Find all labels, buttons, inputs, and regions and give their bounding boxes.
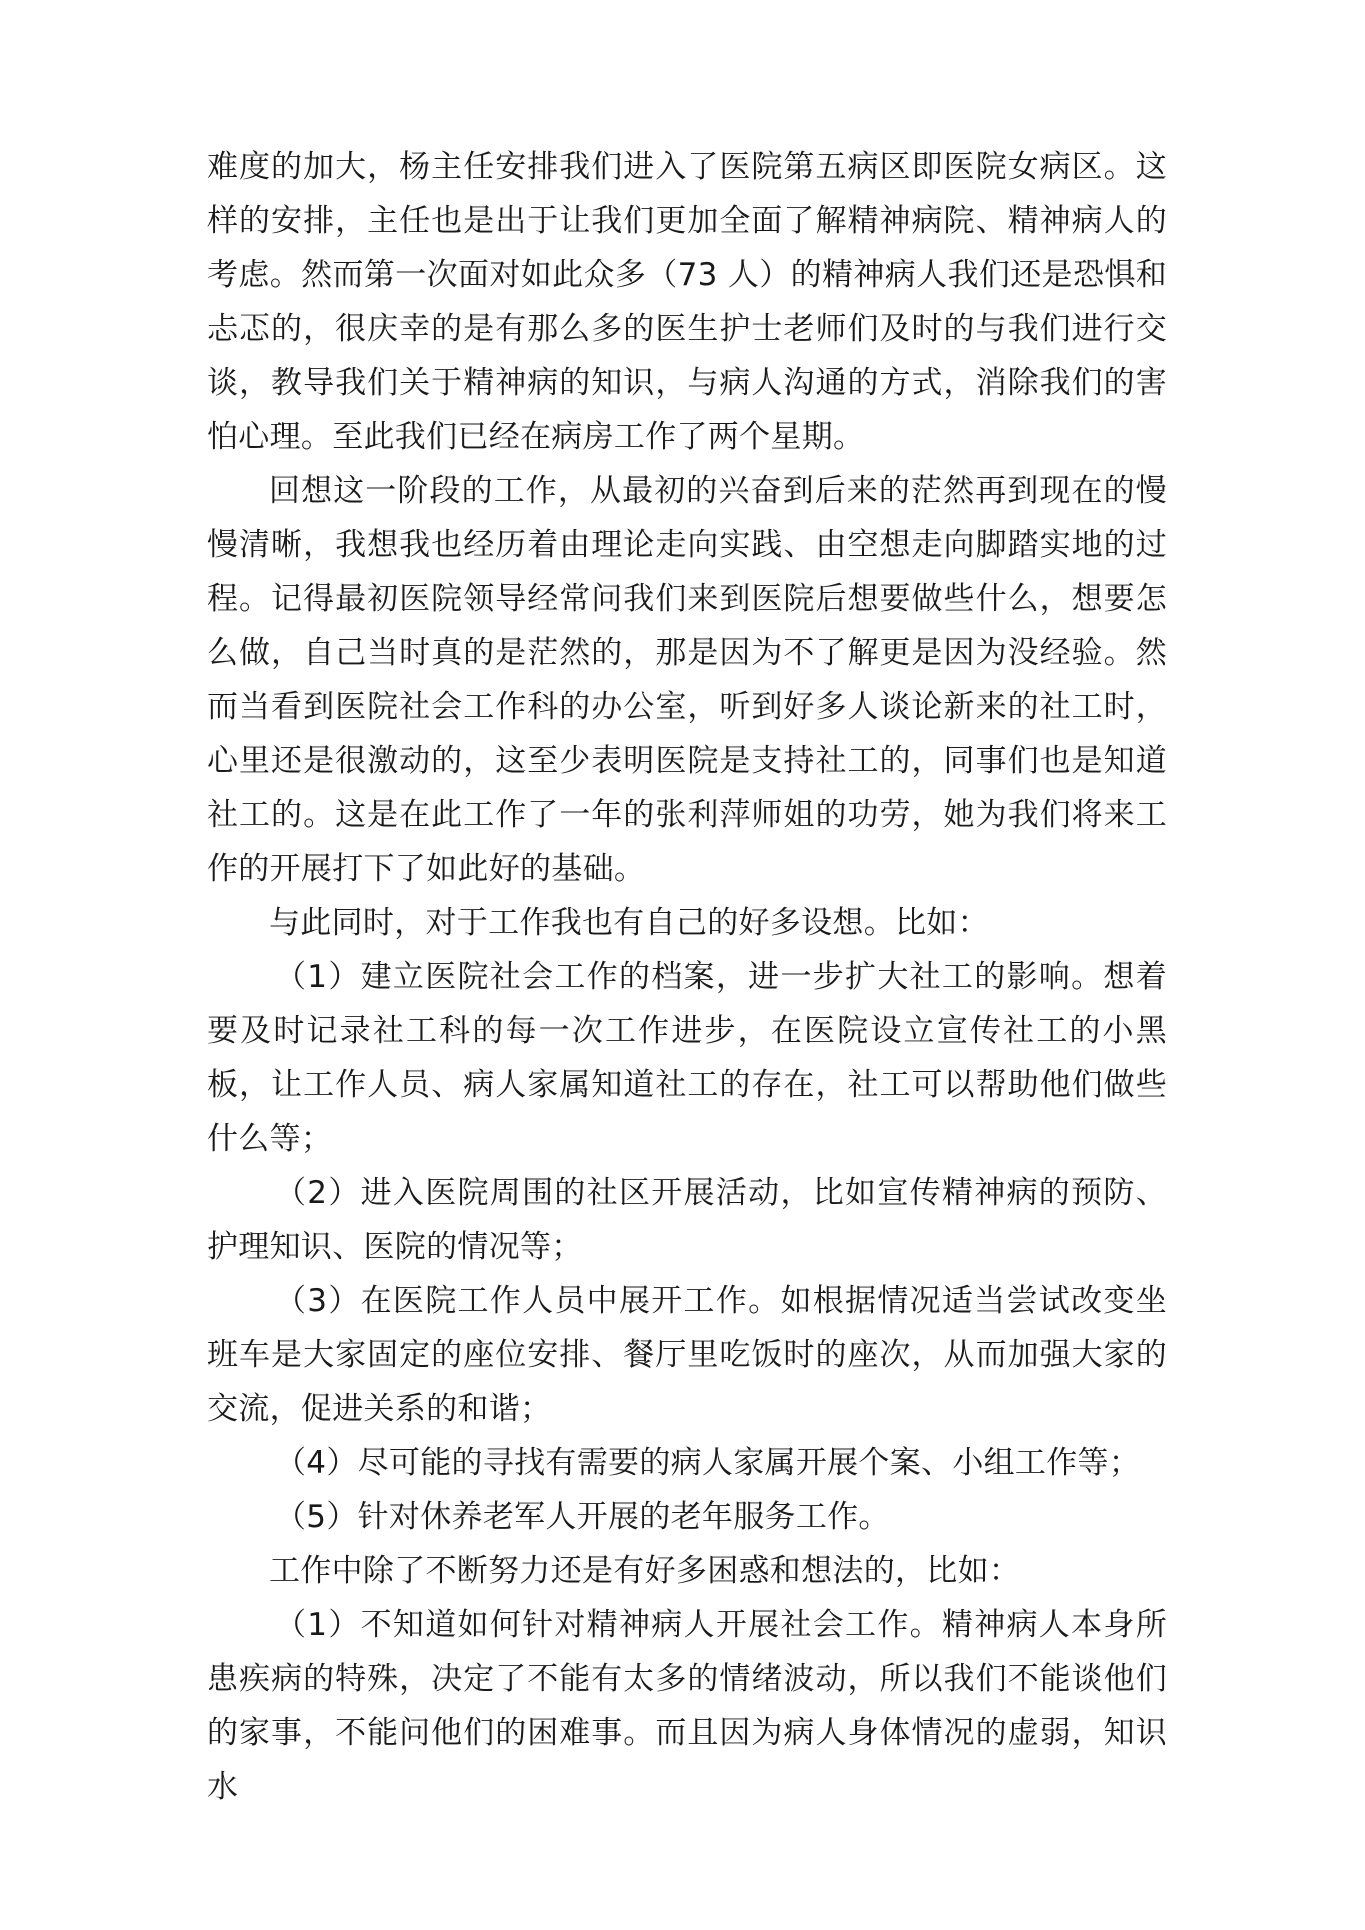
- paragraph-3: 与此同时，对于工作我也有自己的好多设想。比如：: [269, 905, 989, 941]
- paragraph-4: 工作中除了不断努力还是有好多困惑和想法的，比如：: [269, 1553, 1021, 1589]
- list-item-plan-4: （4）尽可能的寻找有需要的病人家属开展个案、小组工作等；: [275, 1445, 1141, 1481]
- paragraph-2: 回想这一阶段的工作，从最初的兴奋到后来的茫然再到现在的慢慢清晰，我想我也经历着由理论走向实践、由空想走向脚踏实地的过程。记得最初医院领导经常问我们来到医院后想要做些什么，想要怎么做，自己当时真的是茫然的，那是因为不了解更是因为没经验。然而当看到医院社会工作科的办公室，听到好多人谈论新来的社工时，心里还是很激动的，这至少表明医院是支持社工的，同事们也是知道社工的。这是在此工作了一年的张利萍师姐的功劳，她为我们将来工作的开展打下了如此好的基础。: [207, 473, 1167, 887]
- list-item-concern-1: （1）不知道如何针对精神病人开展社会工作。精神病人本身所患疾病的特殊，决定了不能有太多的情绪波动，所以我们不能谈他们的家事，不能问他们的困难事。而且因为病人身体情况的虚弱，知识水: [207, 1607, 1167, 1805]
- list-item-plan-3: （3）在医院工作人员中展开工作。如根据情况适当尝试改变坐班车是大家固定的座位安排、餐厅里吃饭时的座次，从而加强大家的交流，促进关系的和谐；: [207, 1283, 1167, 1427]
- list-item-plan-5: （5）针对休养老军人开展的老年服务工作。: [275, 1499, 890, 1535]
- paragraph-1: 难度的加大，杨主任安排我们进入了医院第五病区即医院女病区。这样的安排，主任也是出于让我们更加全面了解精神病院、精神病人的考虑。然而第一次面对如此众多（73 人）的精神病人我们还是恐惧和忐忑的，很庆幸的是有那么多的医生护士老师们及时的与我们进行交谈，教导我们关于精神病的知识，与病人沟通的方式，消除我们的害怕心理。至此我们已经在病房工作了两个星期。: [207, 149, 1167, 455]
- list-item-plan-2: （2）进入医院周围的社区开展活动，比如宣传精神病的预防、护理知识、医院的情况等；: [207, 1175, 1167, 1265]
- document-body: [207, 140, 1167, 1814]
- list-item-plan-1: （1）建立医院社会工作的档案，进一步扩大社工的影响。想着要及时记录社工科的每一次工作进步，在医院设立宣传社工的小黑板，让工作人员、病人家属知道社工的存在，社工可以帮助他们做些什么等；: [207, 959, 1167, 1157]
